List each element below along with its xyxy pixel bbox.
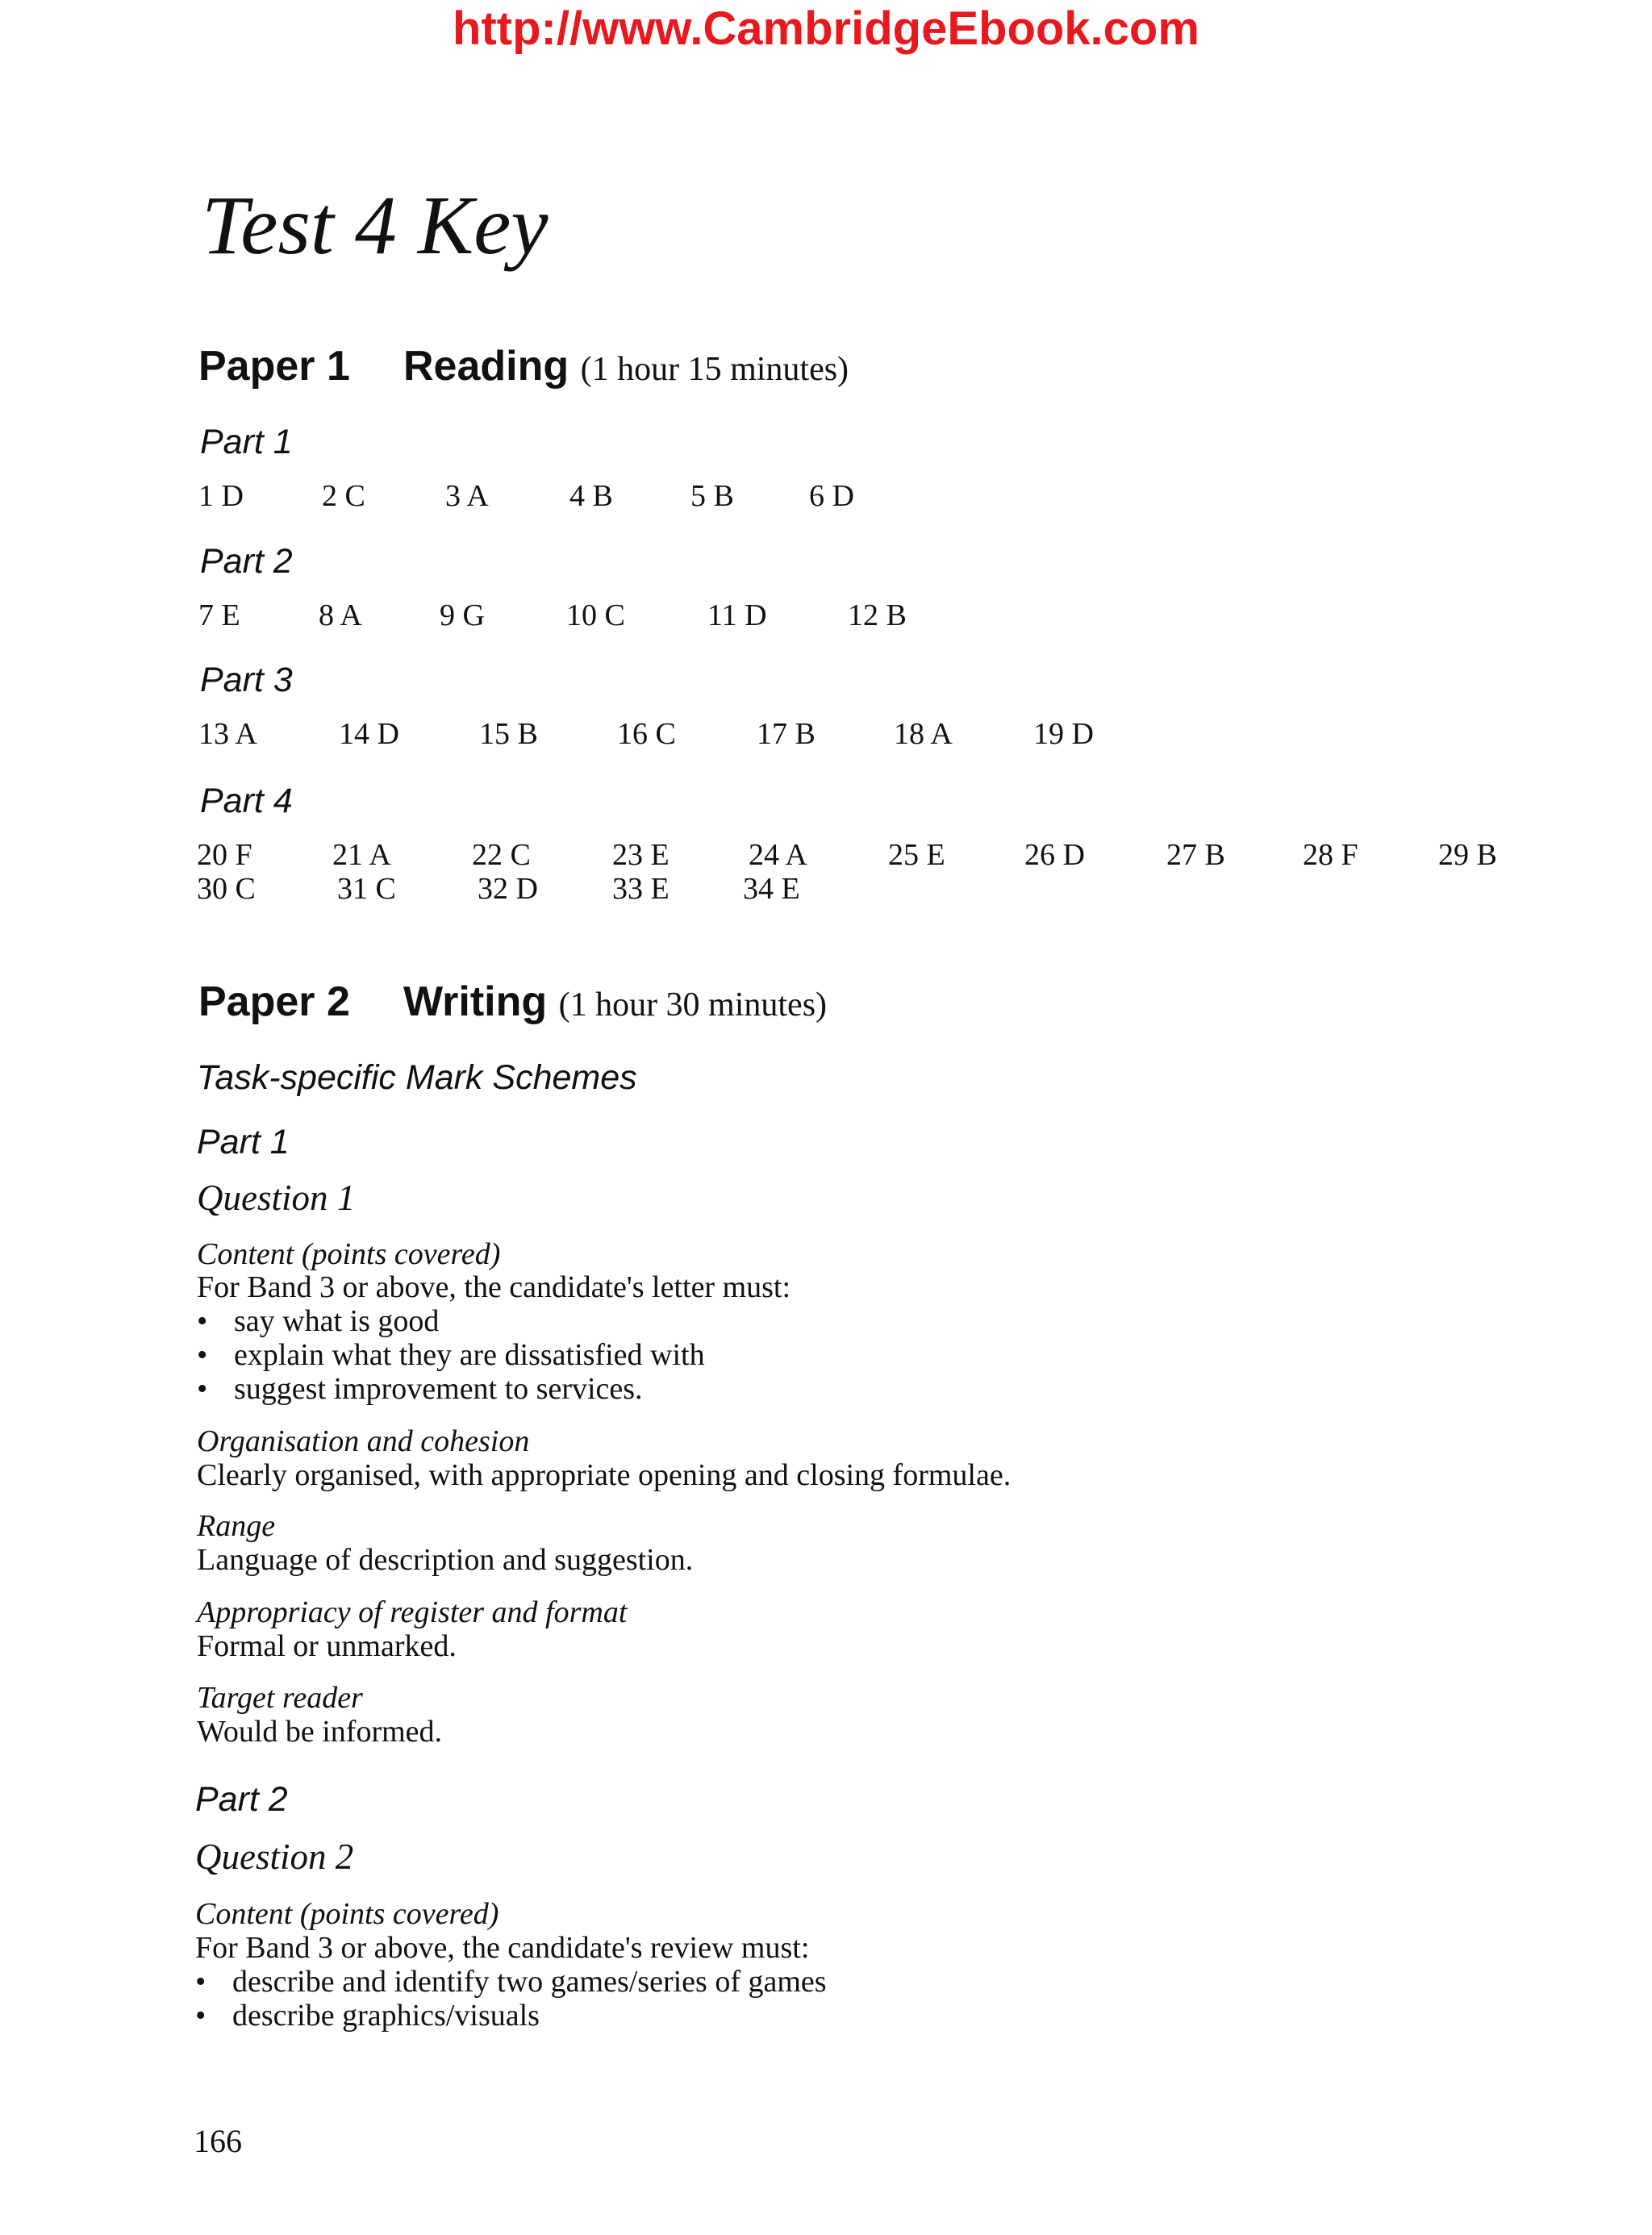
register-text: Formal or unmarked. [197, 1629, 457, 1663]
answer-3: 3 A [445, 479, 489, 513]
page-number: 166 [194, 2123, 242, 2159]
paper1-part4-label: Part 4 [200, 782, 293, 820]
paper2-part1-label: Part 1 [197, 1123, 290, 1161]
answer-29: 29 B [1438, 838, 1497, 872]
paper2-question1-heading: Question 1 [197, 1178, 356, 1218]
answer-11: 11 D [707, 598, 767, 632]
content-intro-q2: For Band 3 or above, the candidate's review must: [195, 1931, 810, 1965]
paper2-subtitle: Task-specific Mark Schemes [197, 1058, 637, 1097]
answer-7: 7 E [198, 598, 240, 632]
answer-34: 34 E [743, 872, 800, 906]
bullet-item: • say what is good [197, 1304, 440, 1338]
answer-30: 30 C [197, 872, 256, 906]
answer-5: 5 B [690, 479, 734, 513]
bullet-item: • explain what they are dissatisfied with [197, 1338, 705, 1372]
answer-33: 33 E [612, 872, 670, 906]
paper1-part1-label: Part 1 [200, 423, 293, 461]
answer-20: 20 F [197, 838, 252, 872]
paper2-heading [198, 978, 828, 1025]
paper1-part2-label: Part 2 [200, 542, 293, 581]
bullet-item: • describe graphics/visuals [195, 1999, 540, 2033]
paper2-question2-heading: Question 2 [195, 1837, 354, 1877]
answer-26: 26 D [1024, 838, 1085, 872]
answer-18: 18 A [894, 717, 953, 751]
bullet-item: • suggest improvement to services. [197, 1372, 643, 1406]
answer-16: 16 C [617, 717, 676, 751]
target-reader-heading: Target reader [197, 1681, 363, 1715]
paper1-heading [198, 343, 849, 390]
answer-32: 32 D [478, 872, 538, 906]
content-heading-q2: Content (points covered) [195, 1897, 499, 1931]
answer-21: 21 A [332, 838, 391, 872]
bullet-item: • describe and identify two games/series of games [195, 1965, 827, 1999]
target-reader-text: Would be informed. [197, 1715, 443, 1749]
paper1-duration: (1 hour 15 minutes) [580, 351, 849, 388]
answer-14: 14 D [339, 717, 399, 751]
answer-12: 12 B [848, 598, 907, 632]
header-url: http://www.CambridgeEbook.com [453, 2, 1199, 55]
content-heading-q1: Content (points covered) [197, 1237, 501, 1271]
register-heading: Appropriacy of register and format [197, 1595, 628, 1629]
answer-31: 31 C [337, 872, 396, 906]
answer-15: 15 B [479, 717, 538, 751]
answer-22: 22 C [472, 838, 531, 872]
content-intro-q1: For Band 3 or above, the candidate's letter must: [197, 1270, 791, 1304]
answer-17: 17 B [757, 717, 816, 751]
paper1-name: Paper 1 [198, 343, 350, 390]
page-title: Test 4 Key [202, 179, 549, 272]
answer-19: 19 D [1033, 717, 1094, 751]
answer-27: 27 B [1166, 838, 1225, 872]
paper2-subject: Writing [403, 978, 548, 1025]
paper1-part3-label: Part 3 [200, 661, 293, 699]
answer-13: 13 A [198, 717, 257, 751]
answer-9: 9 G [440, 598, 485, 632]
paper1-subject: Reading [403, 343, 569, 390]
answer-1: 1 D [198, 479, 244, 513]
answer-6: 6 D [809, 479, 854, 513]
answer-10: 10 C [566, 598, 625, 632]
range-heading: Range [197, 1509, 276, 1543]
paper2-name: Paper 2 [198, 978, 350, 1025]
organisation-heading: Organisation and cohesion [197, 1424, 530, 1458]
answer-25: 25 E [888, 838, 945, 872]
answer-23: 23 E [612, 838, 670, 872]
answer-2: 2 C [322, 479, 365, 513]
answer-28: 28 F [1303, 838, 1358, 872]
paper2-duration: (1 hour 30 minutes) [558, 986, 828, 1024]
answer-4: 4 B [569, 479, 613, 513]
answer-24: 24 A [749, 838, 807, 872]
range-text: Language of description and suggestion. [197, 1543, 694, 1577]
organisation-text: Clearly organised, with appropriate opening and closing formulae. [197, 1458, 1012, 1492]
paper2-part2-label: Part 2 [195, 1780, 288, 1819]
answer-8: 8 A [319, 598, 362, 632]
